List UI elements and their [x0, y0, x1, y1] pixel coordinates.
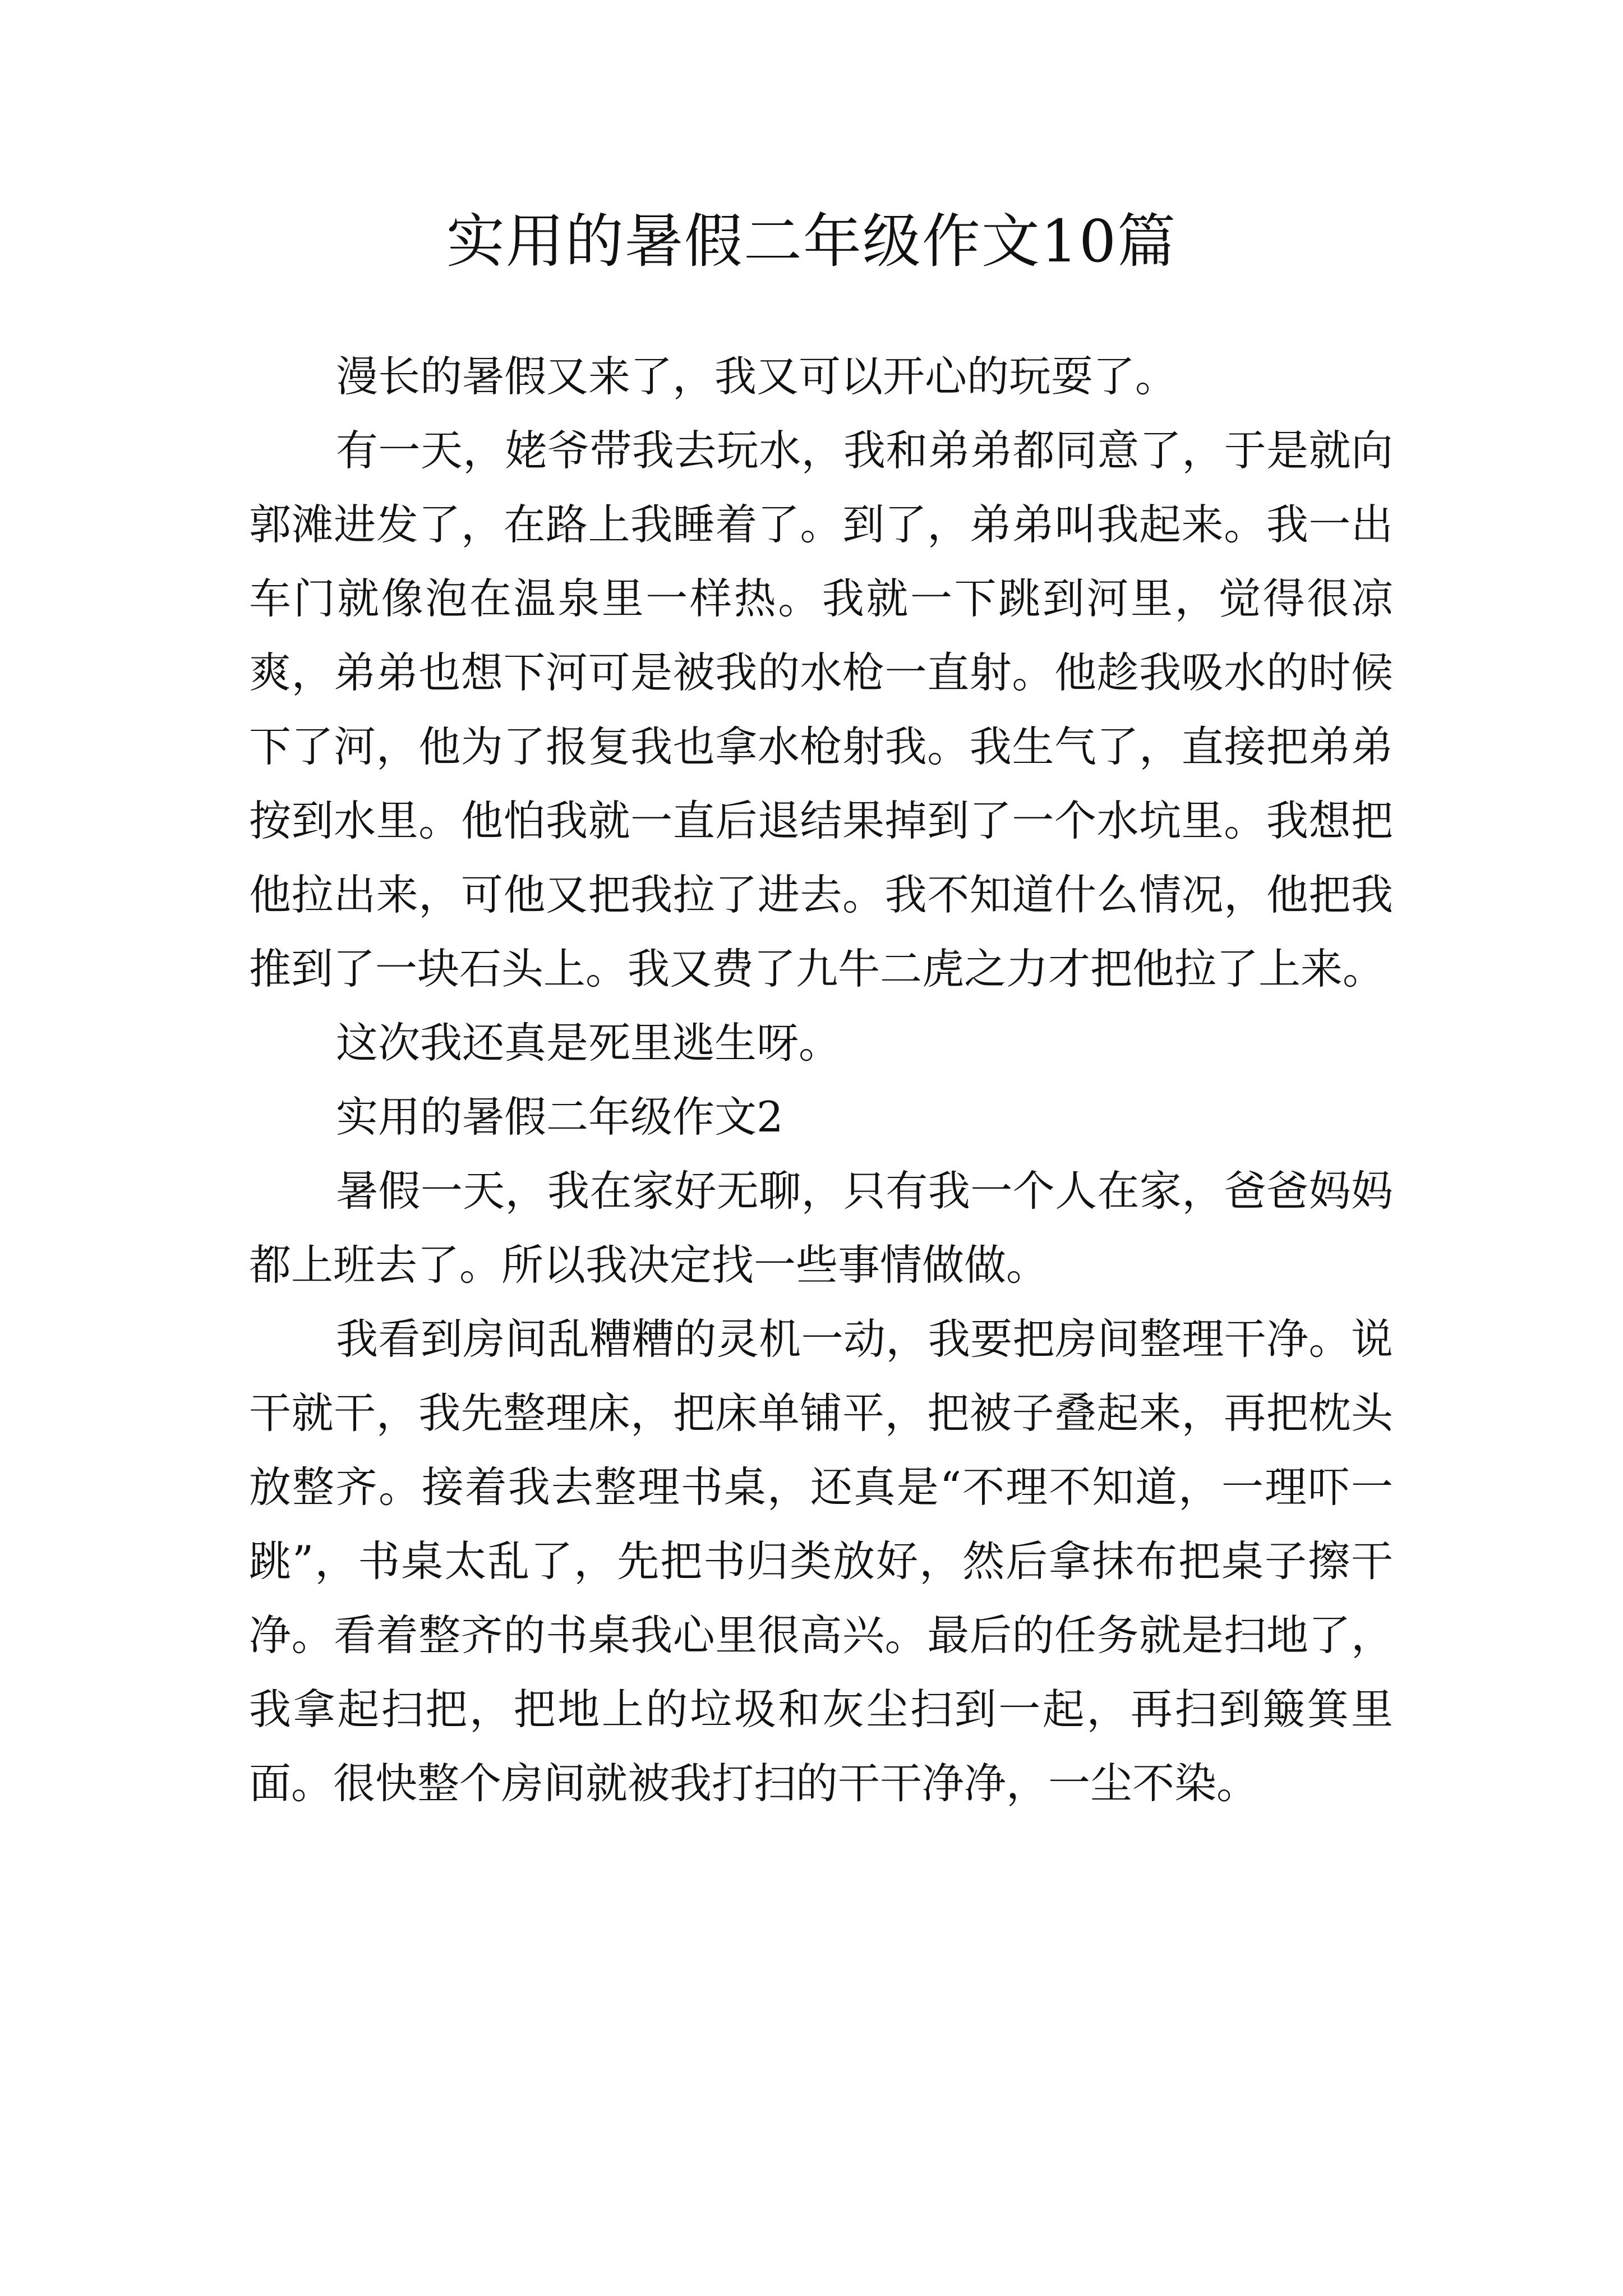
paragraph: 漫长的暑假又来了，我又可以开心的玩耍了。	[336, 352, 1178, 401]
paragraph: 这次我还真是死里逃生呀。	[336, 1018, 841, 1068]
document-body	[249, 339, 1393, 1820]
document-title: 实用的暑假二年级作文10篇	[446, 207, 1177, 275]
paragraph: 有一天，姥爷带我去玩水，我和弟弟都同意了，于是就向郭滩进发了，在路上我睡着了。到了，弟弟叫我起来。我一出车门就像泡在温泉里一样热。我就一下跳到河里，觉得很凉爽，弟弟也想下河可是被我的水枪一直射。他趁我吸水的时候下了河，他为了报复我也拿水枪射我。我生气了，直接把弟弟按到水里。他怕我就一直后退结果掉到了一个水坑里。我想把他拉出来，可他又把我拉了进去。我不知道什么情况，他把我推到了一块石头上。我又费了九牛二虎之力才把他拉了上来。	[249, 426, 1393, 993]
section-heading: 实用的暑假二年级作文2	[336, 1092, 783, 1142]
paragraph: 暑假一天，我在家好无聊，只有我一个人在家，爸爸妈妈都上班去了。所以我决定找一些事情做做。	[249, 1166, 1393, 1290]
paragraph: 我看到房间乱糟糟的灵机一动，我要把房间整理干净。说干就干，我先整理床，把床单铺平，把被子叠起来，再把枕头放整齐。接着我去整理书桌，还真是“不理不知道，一理吓一跳”，书桌太乱了，先把书归类放好，然后拿抹布把桌子擦干净。看着整齐的书桌我心里很高兴。最后的任务就是扫地了，我拿起扫把，把地上的垃圾和灰尘扫到一起，再扫到簸箕里面。很快整个房间就被我打扫的干干净净，一尘不染。	[249, 1314, 1393, 1808]
